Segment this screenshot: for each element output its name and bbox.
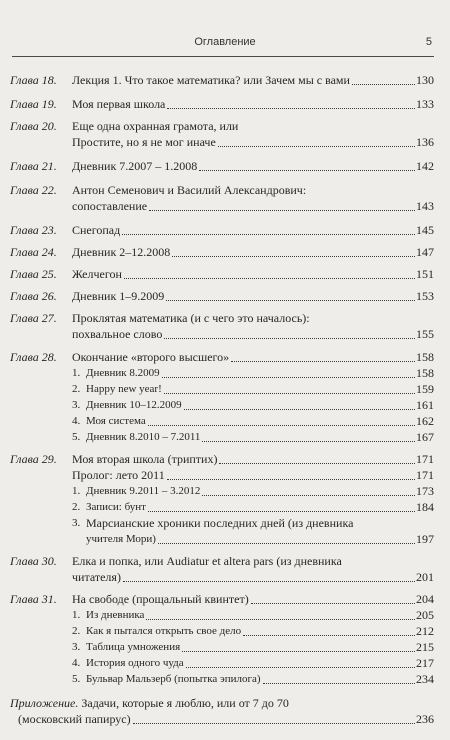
subsection-entry — [72, 607, 434, 623]
entry-page-number: 142 — [416, 159, 434, 173]
toc-line — [72, 569, 434, 585]
dot-leader — [202, 494, 415, 496]
entry-page-number: 212 — [416, 624, 434, 638]
chapter-body — [72, 118, 434, 150]
entry-page-number: 155 — [416, 327, 434, 341]
subsection-entry — [72, 655, 434, 671]
subsection-body — [86, 671, 434, 687]
subsection-body — [86, 655, 434, 671]
dot-leader — [186, 666, 415, 668]
subsection-number: 4. — [72, 415, 81, 427]
subsection-number: 3. — [72, 641, 81, 653]
chapter-label: Глава 18. — [10, 73, 57, 87]
dot-leader — [243, 634, 415, 636]
subsection-entry — [72, 397, 434, 413]
toc-entry — [10, 288, 434, 304]
dot-leader — [219, 462, 415, 464]
chapter-body — [72, 310, 434, 342]
running-header — [0, 36, 450, 54]
subsection-number: 5. — [72, 431, 81, 443]
toc-entry — [10, 96, 434, 112]
toc-line — [72, 591, 434, 607]
subsection-entry — [72, 639, 434, 655]
dot-leader — [148, 510, 415, 512]
toc-entry — [10, 451, 434, 547]
chapter-label: Глава 24. — [10, 245, 57, 259]
subsection-entry — [72, 483, 434, 499]
entry-title: Моя система — [86, 415, 146, 427]
toc-line — [72, 222, 434, 238]
chapter-label: Глава 30. — [10, 554, 57, 568]
header-rule — [12, 56, 434, 57]
entry-title: Проклятая математика (и с чего это началось): — [72, 311, 310, 325]
entry-title: Дневник 8.2009 — [86, 367, 160, 379]
subsection-body — [86, 639, 434, 655]
entry-title: Лекция 1. Что такое математика? или Зачем мы с вами — [72, 73, 350, 87]
appendix-title-cont: (московский папирус) — [18, 712, 131, 726]
dot-leader — [231, 360, 415, 362]
entry-page-number: 171 — [416, 452, 434, 466]
appendix-title: Задачи, которые я люблю, или от 7 до 70 — [78, 696, 289, 710]
chapter-body — [72, 288, 434, 304]
toc-entry — [10, 266, 434, 282]
dot-leader — [184, 408, 415, 410]
entry-page-number: 158 — [416, 350, 434, 364]
subsection-number: 2. — [72, 501, 81, 513]
toc-entry — [10, 222, 434, 238]
entry-title: Дневник 8.2010 – 7.2011 — [86, 431, 201, 443]
subsection-number: 3. — [72, 399, 81, 411]
subsection-number: 2. — [72, 383, 81, 395]
entry-page-number: 171 — [416, 468, 434, 482]
subsection-number: 2. — [72, 625, 81, 637]
entry-title: Happy new year! — [86, 383, 162, 395]
toc-entry — [10, 310, 434, 342]
subsection-number: 5. — [72, 673, 81, 685]
toc-line — [86, 639, 434, 655]
toc-line — [10, 711, 434, 727]
toc-entry — [10, 72, 434, 88]
entry-page-number: 153 — [416, 289, 434, 303]
dot-leader — [182, 650, 415, 652]
toc-line — [72, 451, 434, 467]
dot-leader — [167, 107, 415, 109]
subsection-entry — [72, 381, 434, 397]
subsection-body — [86, 365, 434, 381]
toc-line — [72, 244, 434, 260]
toc-line — [72, 349, 434, 365]
chapter-body — [72, 266, 434, 282]
toc-line — [86, 397, 434, 413]
subsection-body — [86, 499, 434, 515]
toc-line — [86, 655, 434, 671]
toc-line — [72, 467, 434, 483]
entry-page-number: 215 — [416, 640, 434, 654]
dot-leader — [146, 618, 415, 620]
entry-page-number: 197 — [416, 532, 434, 546]
toc-line — [72, 288, 434, 304]
subsection-entry — [72, 515, 434, 547]
chapter-body — [72, 451, 434, 547]
entry-title: Еще одна охранная грамота, или — [72, 119, 239, 133]
dot-leader — [251, 602, 415, 604]
dot-leader — [164, 392, 415, 394]
dot-leader — [158, 542, 415, 544]
dot-leader — [166, 299, 415, 301]
entry-title: Дневник 9.2011 – 3.2012 — [86, 485, 201, 497]
entry-page-number: 173 — [416, 484, 434, 498]
appendix-entry — [10, 695, 434, 727]
prologue-title: Пролог: лето 2011 — [72, 468, 165, 482]
entry-page-number: 158 — [416, 366, 434, 380]
toc-line — [72, 266, 434, 282]
toc-line — [72, 326, 434, 342]
dot-leader — [167, 478, 415, 480]
appendix-line-1 — [10, 695, 434, 711]
entry-title: Простите, но я не мог иначе — [72, 135, 216, 149]
chapter-label: Глава 23. — [10, 223, 57, 237]
entry-page-number: 145 — [416, 223, 434, 237]
dot-leader — [218, 145, 415, 147]
toc-line — [86, 365, 434, 381]
dot-leader — [172, 255, 415, 257]
subsection-body — [86, 413, 434, 429]
entry-page-number: 236 — [416, 712, 434, 726]
entry-page-number: 161 — [416, 398, 434, 412]
subsection-entry — [72, 499, 434, 515]
subsection-entry — [72, 623, 434, 639]
subsection-number: 1. — [72, 485, 81, 497]
chapter-label: Глава 27. — [10, 311, 57, 325]
toc-line — [72, 134, 434, 150]
subsection-number: 4. — [72, 657, 81, 669]
entry-title: Дневник 7.2007 – 1.2008 — [72, 159, 198, 173]
entry-page-number: 217 — [416, 656, 434, 670]
chapter-label: Глава 20. — [10, 119, 57, 133]
subsection-number: 1. — [72, 367, 81, 379]
toc-line — [72, 96, 434, 112]
chapter-body — [72, 553, 434, 585]
subsection-body — [86, 429, 434, 445]
dot-leader — [162, 376, 415, 378]
subsection-body — [86, 381, 434, 397]
chapter-body — [72, 591, 434, 687]
toc-entry — [10, 553, 434, 585]
toc-line — [86, 429, 434, 445]
chapter-label: Глава 29. — [10, 452, 57, 466]
subsection-entry — [72, 429, 434, 445]
entry-page-number: 184 — [416, 500, 434, 514]
toc-line — [86, 531, 434, 547]
dot-leader — [263, 682, 415, 684]
toc-line — [72, 72, 434, 88]
entry-title: Дневник 1–9.2009 — [72, 289, 165, 303]
entry-title: похвальное слово — [72, 327, 163, 341]
chapter-body — [72, 222, 434, 238]
entry-title: учителя Мори) — [86, 533, 156, 545]
chapter-body — [72, 158, 434, 174]
entry-title: Моя первая школа — [72, 97, 166, 111]
toc-line — [86, 483, 434, 499]
dot-leader — [133, 722, 415, 724]
chapter-label: Глава 26. — [10, 289, 57, 303]
entry-page-number: 204 — [416, 592, 434, 606]
entry-title: Записи: бунт — [86, 501, 146, 513]
page-number: 5 — [425, 36, 432, 48]
entry-title: Дневник 2–12.2008 — [72, 245, 171, 259]
entry-title: Окончание «второго высшего» — [72, 350, 230, 364]
entry-page-number: 201 — [416, 570, 434, 584]
entry-title: Бульвар Мальзерб (попытка эпилога) — [86, 673, 261, 685]
subsection-body — [86, 515, 434, 547]
toc-line — [72, 158, 434, 174]
entry-page-number: 130 — [416, 73, 434, 87]
appendix-label: Приложение. — [10, 696, 79, 710]
entry-title: Моя вторая школа (триптих) — [72, 452, 218, 466]
entry-page-number: 159 — [416, 382, 434, 396]
toc-line — [86, 499, 434, 515]
entry-title: История одного чуда — [86, 657, 184, 669]
toc-entry — [10, 118, 434, 150]
entry-title: сопоставление — [72, 199, 148, 213]
toc-line — [86, 607, 434, 623]
entry-title: Марсианские хроники последних дней (из дневника — [86, 516, 354, 530]
subsection-entry — [72, 365, 434, 381]
toc-line — [72, 198, 434, 214]
chapter-label: Глава 19. — [10, 97, 57, 111]
subsection-number: 3. — [72, 517, 81, 529]
chapter-label: Глава 31. — [10, 592, 57, 606]
subsection-number: 1. — [72, 609, 81, 621]
toc-entry — [10, 244, 434, 260]
dot-leader — [202, 440, 415, 442]
chapter-label: Глава 22. — [10, 183, 57, 197]
entry-title: Дневник 10–12.2009 — [86, 399, 182, 411]
entry-page-number: 234 — [416, 672, 434, 686]
dot-leader — [149, 209, 415, 211]
entry-title: читателя) — [72, 570, 121, 584]
subsection-entry — [72, 413, 434, 429]
chapter-label: Глава 28. — [10, 350, 57, 364]
dot-leader — [199, 169, 415, 171]
toc-entry — [10, 591, 434, 687]
dot-leader — [123, 580, 415, 582]
entry-page-number: 162 — [416, 414, 434, 428]
entry-page-number: 143 — [416, 199, 434, 213]
entry-page-number: 151 — [416, 267, 434, 281]
entry-title: Как я пытался открыть свое дело — [86, 625, 242, 637]
subsection-entry — [72, 671, 434, 687]
dot-leader — [148, 424, 415, 426]
running-header-title: Оглавление — [194, 36, 256, 48]
dot-leader — [124, 277, 415, 279]
entry-page-number: 205 — [416, 608, 434, 622]
toc-line — [86, 671, 434, 687]
dot-leader — [164, 337, 415, 339]
chapter-label: Глава 25. — [10, 267, 57, 281]
entry-title: Антон Семенович и Василий Александрович: — [72, 183, 307, 197]
entry-page-number: 133 — [416, 97, 434, 111]
entry-title: Таблица умножения — [86, 641, 181, 653]
toc-entry — [10, 182, 434, 214]
toc-entry — [10, 158, 434, 174]
table-of-contents — [10, 66, 434, 727]
subsection-body — [86, 607, 434, 623]
entry-title: Елка и попка, или Audiatur et altera pars (из дневника — [72, 554, 342, 568]
subsection-body — [86, 623, 434, 639]
dot-leader — [352, 83, 415, 85]
chapter-body — [72, 182, 434, 214]
chapter-body — [72, 96, 434, 112]
entry-page-number: 136 — [416, 135, 434, 149]
entry-page-number: 147 — [416, 245, 434, 259]
chapter-label: Глава 21. — [10, 159, 57, 173]
toc-line — [86, 413, 434, 429]
entry-title: Снегопад — [72, 223, 121, 237]
entry-title: На свободе (прощальный квинтет) — [72, 592, 249, 606]
entry-title: Желчегон — [72, 267, 122, 281]
toc-line — [86, 623, 434, 639]
toc-entry — [10, 349, 434, 445]
subsection-body — [86, 483, 434, 499]
subsection-body — [86, 397, 434, 413]
chapter-body — [72, 244, 434, 260]
entry-title: Из дневника — [86, 609, 145, 621]
dot-leader — [122, 233, 415, 235]
chapter-body — [72, 349, 434, 445]
entry-page-number: 167 — [416, 430, 434, 444]
chapter-body — [72, 72, 434, 88]
toc-line — [86, 381, 434, 397]
